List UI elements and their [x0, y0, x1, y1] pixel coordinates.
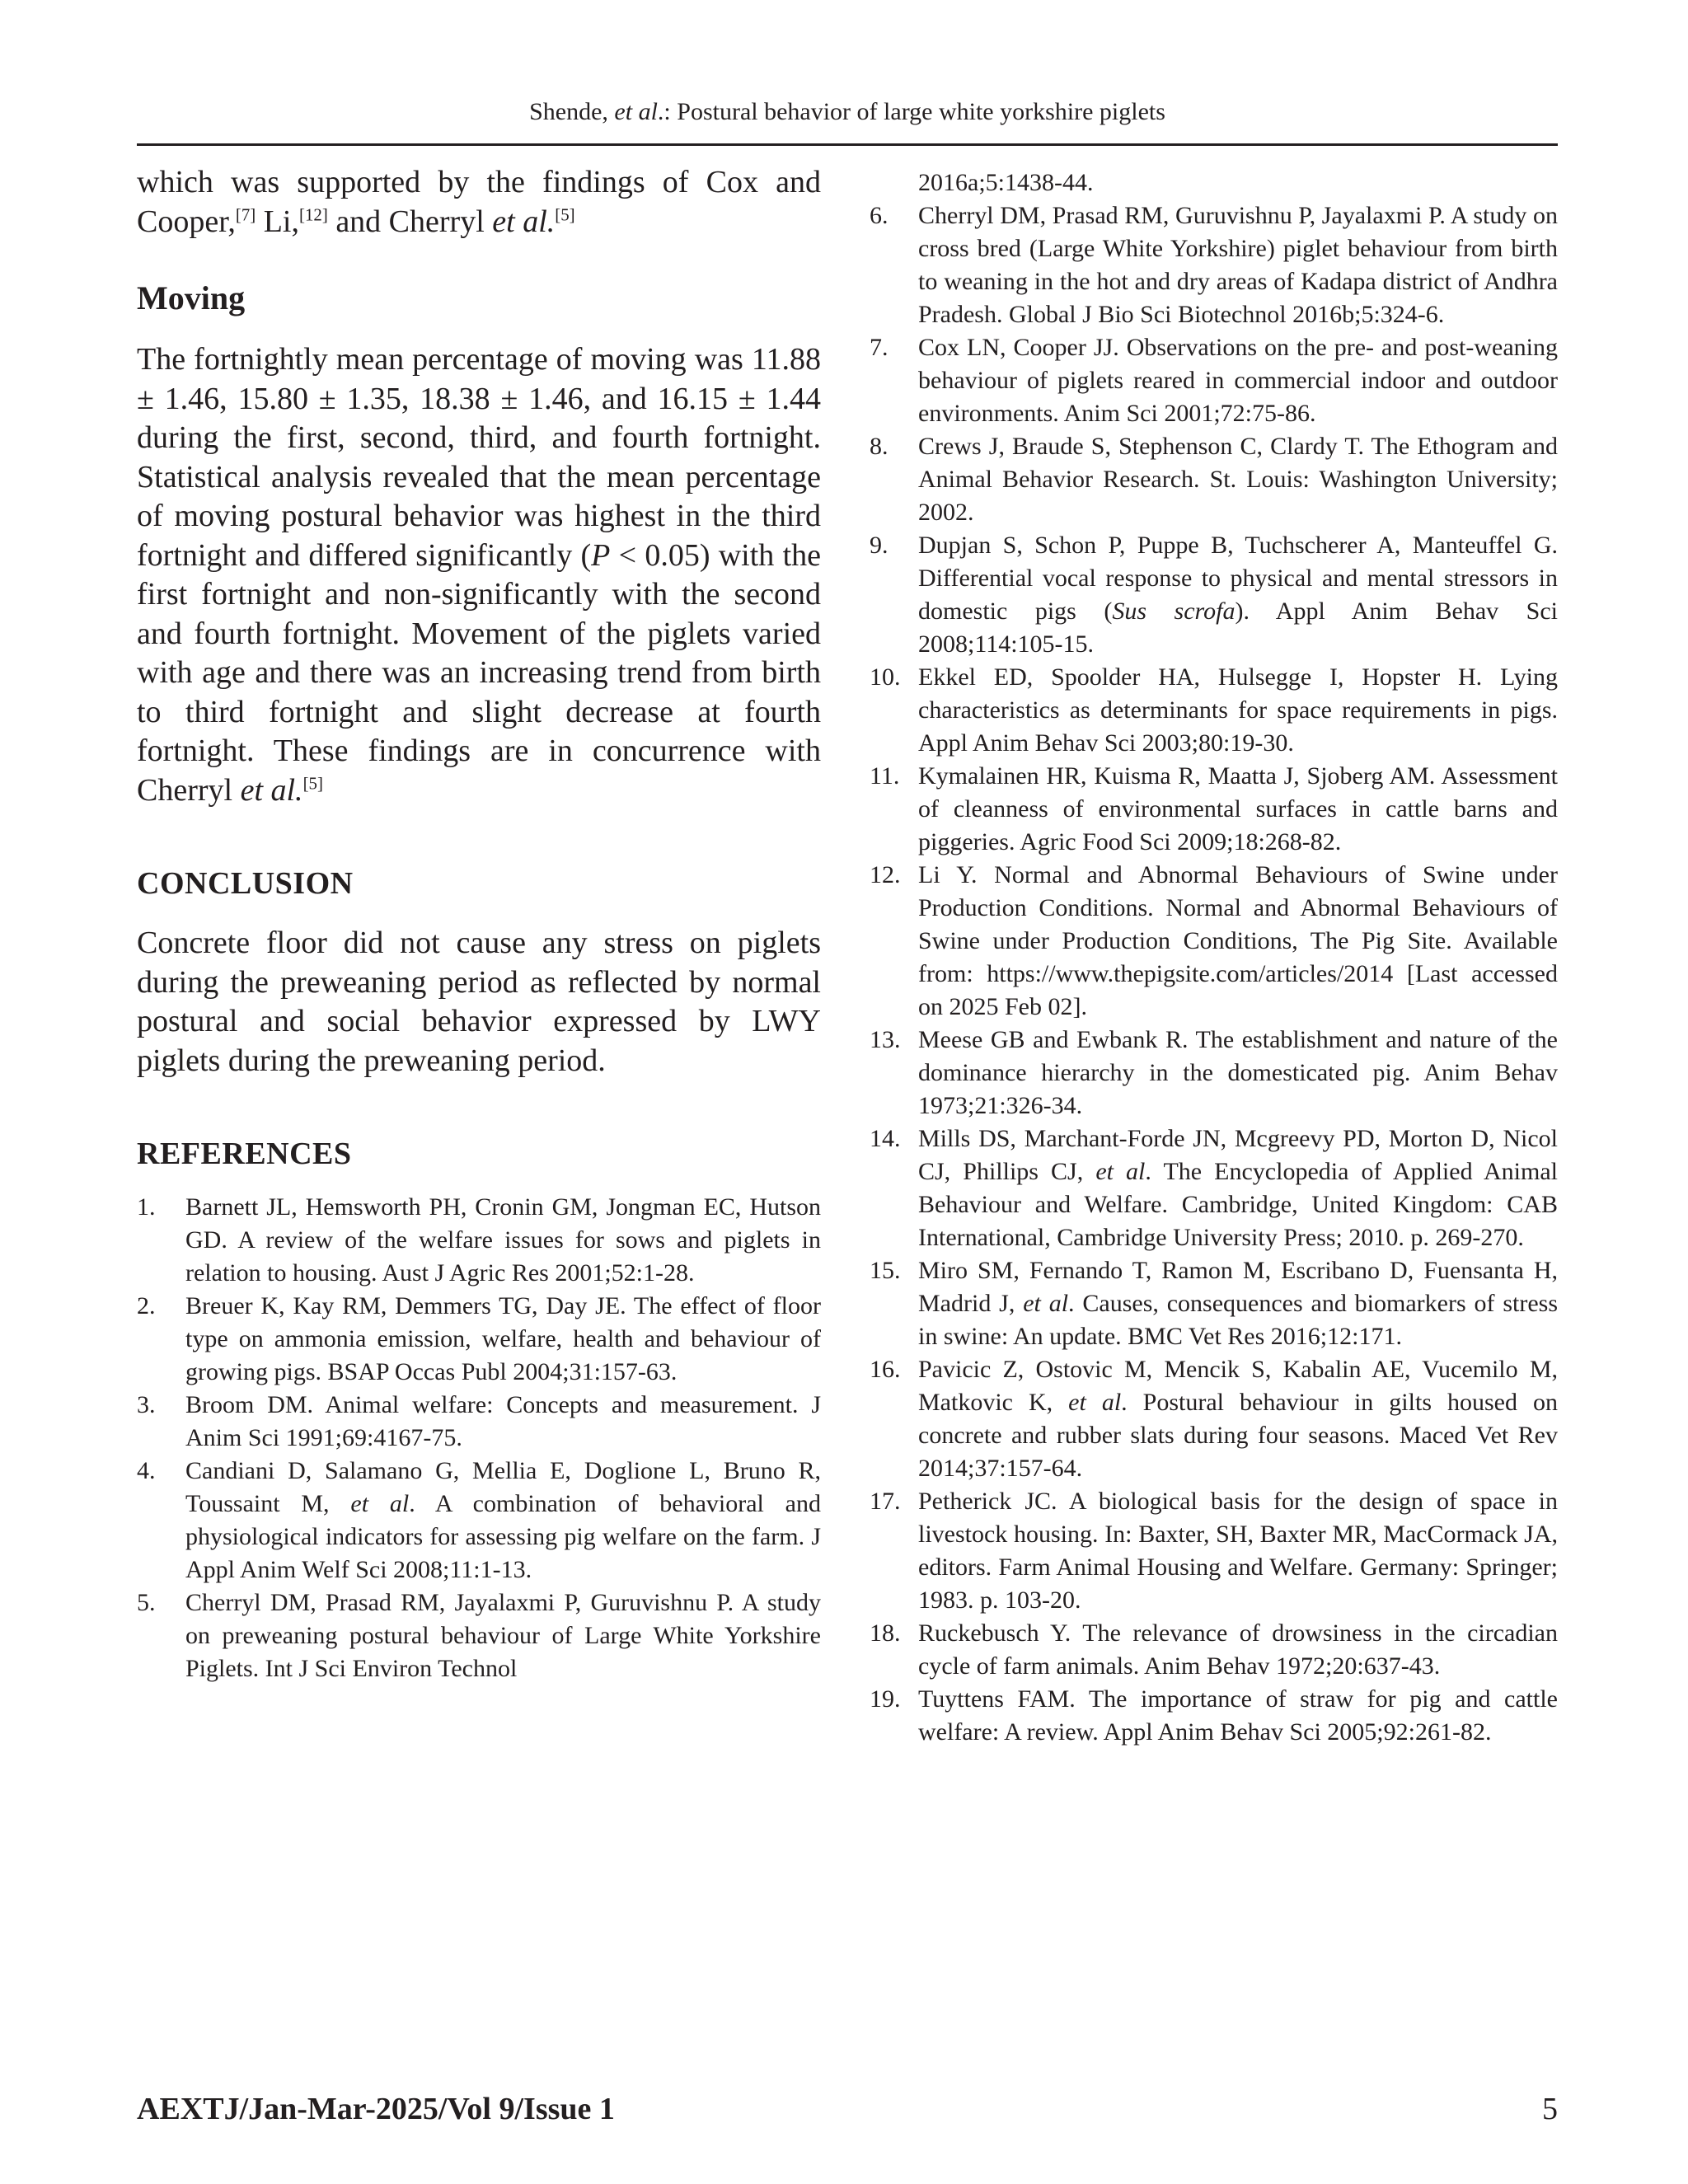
intro-text-3: and Cherryl [327, 204, 493, 239]
reference-item [870, 199, 1558, 331]
reference-number: 7. [870, 334, 889, 361]
header-title: .: Postural behavior of large white yorkshire piglets [657, 98, 1165, 125]
reference-number: 18. [870, 1619, 901, 1647]
reference-item [137, 1586, 821, 1685]
reference-text-part: . A combination of behavioral and physiological indicators for assessing pig welfare on the farm. J Appl Anim Welf Sci 2008;11:1-13. [185, 1490, 821, 1583]
reference-list-right [870, 199, 1558, 1749]
reference-text-part: Miro SM, Fernando T, Ramon M, Escribano D, Fuensanta H, Madrid J, [918, 1257, 1558, 1317]
references-heading: REFERENCES [137, 1137, 352, 1171]
reference-item [870, 1122, 1558, 1254]
citation-5[interactable]: [5] [555, 204, 575, 224]
reference-item [137, 1191, 821, 1290]
reference-item [870, 1353, 1558, 1485]
reference-text-part: . Causes, consequences and biomarkers of stress in swine: An update. BMC Vet Res 2016;12:171. [918, 1290, 1558, 1350]
reference-text: Ruckebusch Y. The relevance of drowsiness in the circadian cycle of farm animals. Anim Behav 1972;20:637-43. [918, 1619, 1558, 1680]
reference-etal: et al [1068, 1389, 1122, 1416]
reference-item [870, 331, 1558, 430]
moving-text-1: The fortnightly mean percentage of moving was 11.88 ± 1.46, 15.80 ± 1.35, 18.38 ± 1.46, and 16.15 ± 1.44 during the first, second, third, and fourth fortnight. Statistical analysis revealed that the mean percentage of moving postural behavior was highest in the third fortnight and differed significantly ( [137, 342, 821, 573]
reference-number: 19. [870, 1685, 901, 1713]
citation-5[interactable]: [5] [302, 772, 323, 793]
reference-number: 8. [870, 433, 889, 460]
intro-text-2: Li, [256, 204, 299, 239]
reference-etal: et al [350, 1490, 410, 1517]
reference-text: Li Y. Normal and Abnormal Behaviours of Swine under Production Conditions. Normal and Abnormal Behaviours of Swine under Production Conditions, The Pig Site. Available from: https://www.thepigsite.com/articles/2014 [Last accessed on 2025 Feb 02]. [918, 861, 1558, 1020]
reference-number: 1. [137, 1193, 156, 1221]
reference-number: 17. [870, 1488, 901, 1515]
reference-item [870, 1617, 1558, 1683]
reference-text [918, 1122, 1558, 1254]
reference-text [918, 529, 1558, 661]
reference-number: 11. [870, 762, 900, 790]
reference-text-part: Dupjan S, Schon P, Puppe B, Tuchscherer A, Manteuffel G. Differential vocal response to physical and mental stressors in domestic pigs ( [918, 532, 1558, 625]
reference-5-continuation: 2016a;5:1438-44. [918, 169, 1094, 196]
reference-item [137, 1290, 821, 1389]
reference-item [870, 1024, 1558, 1122]
reference-number: 5. [137, 1589, 156, 1616]
header-etal: et al [614, 98, 658, 125]
reference-item [870, 859, 1558, 1024]
reference-text: Breuer K, Kay RM, Demmers TG, Day JE. The effect of floor type on ammonia emission, welfare, health and behaviour of growing pigs. BSAP Occas Publ 2004;31:157-63. [185, 1292, 821, 1385]
reference-item [870, 1485, 1558, 1617]
header-rule [137, 143, 1558, 146]
reference-item [137, 1455, 821, 1586]
intro-text-1: which was supported by the findings of Cox and Cooper, [137, 165, 821, 239]
reference-text-part: Candiani D, Salamano G, Mellia E, Doglione L, Bruno R, Toussaint M, [185, 1457, 821, 1517]
reference-text-part: . The Encyclopedia of Applied Animal Behaviour and Welfare. Cambridge, United Kingdom: CAB International, Cambridge University Press; 2010. p. 269-270. [918, 1158, 1558, 1251]
reference-item [870, 661, 1558, 760]
reference-text [918, 1353, 1558, 1485]
left-column [137, 163, 821, 1685]
page-number: 5 [1542, 2092, 1558, 2126]
reference-item [870, 1683, 1558, 1749]
reference-item [870, 430, 1558, 529]
intro-etal: et al. [492, 204, 556, 239]
reference-number: 4. [137, 1457, 156, 1484]
reference-item [137, 1389, 821, 1455]
reference-number: 9. [870, 532, 889, 559]
reference-species: Sus scrofa [1112, 598, 1236, 625]
reference-list-left [137, 1191, 821, 1685]
reference-number: 16. [870, 1356, 901, 1383]
reference-text-part: . Postural behaviour in gilts housed on concrete and rubber slats during four seasons. Maced Vet Rev 2014;37:157-64. [918, 1389, 1558, 1482]
conclusion-paragraph: Concrete floor did not cause any stress on piglets during the preweaning period as reflected by normal postural and social behavior expressed by LWY piglets during the preweaning period. [137, 926, 821, 1078]
moving-paragraph [137, 340, 821, 810]
reference-etal: et al [1095, 1158, 1146, 1185]
conclusion-heading: CONCLUSION [137, 866, 354, 901]
reference-text: Meese GB and Ewbank R. The establishment and nature of the dominance hierarchy in the domesticated pig. Anim Behav 1973;21:326-34. [918, 1026, 1558, 1119]
reference-text: Crews J, Braude S, Stephenson C, Clardy T. The Ethogram and Animal Behavior Research. St. Louis: Washington University; 2002. [918, 433, 1558, 526]
reference-text: Cox LN, Cooper JJ. Observations on the pre- and post-weaning behaviour of piglets reared in commercial indoor and outdoor environments. Anim Sci 2001;72:75-86. [918, 334, 1558, 427]
reference-item [870, 529, 1558, 661]
reference-number: 6. [870, 202, 889, 229]
right-column [870, 166, 1558, 1749]
reference-text-part: Pavicic Z, Ostovic M, Mencik S, Kabalin AE, Vucemilo M, Matkovic K, [918, 1356, 1558, 1416]
reference-number: 12. [870, 861, 901, 888]
moving-text-2: < 0.05) with the first fortnight and non-significantly with the second and fourth fortnight. Movement of the piglets varied with age and there was an increasing trend from birth to third fortnight and slight decrease at fourth fortnight. These findings are in concurrence with Cherryl [137, 537, 821, 808]
reference-text: Tuyttens FAM. The importance of straw for pig and cattle welfare: A review. Appl Anim Behav Sci 2005;92:261-82. [918, 1685, 1558, 1746]
reference-item [870, 1254, 1558, 1353]
reference-text: Cherryl DM, Prasad RM, Jayalaxmi P, Guruvishnu P. A study on preweaning postural behaviour of Large White Yorkshire Piglets. Int J Sci Environ Technol [185, 1589, 821, 1682]
citation-12[interactable]: [12] [299, 204, 328, 224]
reference-text: Broom DM. Animal welfare: Concepts and measurement. J Anim Sci 1991;69:4167-75. [185, 1391, 821, 1451]
reference-text: Kymalainen HR, Kuisma R, Maatta J, Sjoberg AM. Assessment of cleanness of environmental surfaces in cattle barns and piggeries. Agric Food Sci 2009;18:268-82. [918, 762, 1558, 855]
reference-number: 14. [870, 1125, 901, 1152]
citation-7[interactable]: [7] [235, 204, 256, 224]
moving-p-value: P [591, 537, 611, 573]
reference-number: 2. [137, 1292, 156, 1319]
reference-etal: et al [1023, 1290, 1069, 1317]
moving-heading: Moving [137, 279, 246, 316]
reference-text: Barnett JL, Hemsworth PH, Cronin GM, Jongman EC, Hutson GD. A review of the welfare issues for sows and piglets in relation to housing. Aust J Agric Res 2001;52:1-28. [185, 1193, 821, 1286]
reference-text: Ekkel ED, Spoolder HA, Hulsegge I, Hopster H. Lying characteristics as determinants for space requirements in pigs. Appl Anim Behav Sci 2003;80:19-30. [918, 663, 1558, 757]
moving-etal: et al. [240, 772, 303, 808]
reference-text [185, 1455, 821, 1586]
reference-number: 15. [870, 1257, 901, 1284]
running-header [137, 96, 1558, 129]
journal-issue: AEXTJ/Jan-Mar-2025/Vol 9/Issue 1 [137, 2092, 615, 2126]
reference-item [870, 760, 1558, 859]
header-authors: Shende, [529, 98, 615, 125]
reference-number: 10. [870, 663, 901, 691]
reference-text [918, 1254, 1558, 1353]
intro-paragraph [137, 163, 821, 241]
reference-text-part: ). Appl Anim Behav Sci 2008;114:105-15. [918, 598, 1559, 658]
reference-number: 13. [870, 1026, 901, 1053]
reference-number: 3. [137, 1391, 156, 1418]
reference-text: Petherick JC. A biological basis for the design of space in livestock housing. In: Baxter, SH, Baxter MR, MacCormack JA, editors. Farm Animal Housing and Welfare. Germany: Springer; 1983. p. 103-20. [918, 1488, 1558, 1614]
reference-text-part: Mills DS, Marchant-Forde JN, Mcgreevy PD, Morton D, Nicol CJ, Phillips CJ, [918, 1125, 1558, 1185]
reference-text: Cherryl DM, Prasad RM, Guruvishnu P, Jayalaxmi P. A study on cross bred (Large White Yorkshire) piglet behaviour from birth to weaning in the hot and dry areas of Kadapa district of Andhra Pradesh. Global J Bio Sci Biotechnol 2016b;5:324-6. [918, 202, 1558, 328]
